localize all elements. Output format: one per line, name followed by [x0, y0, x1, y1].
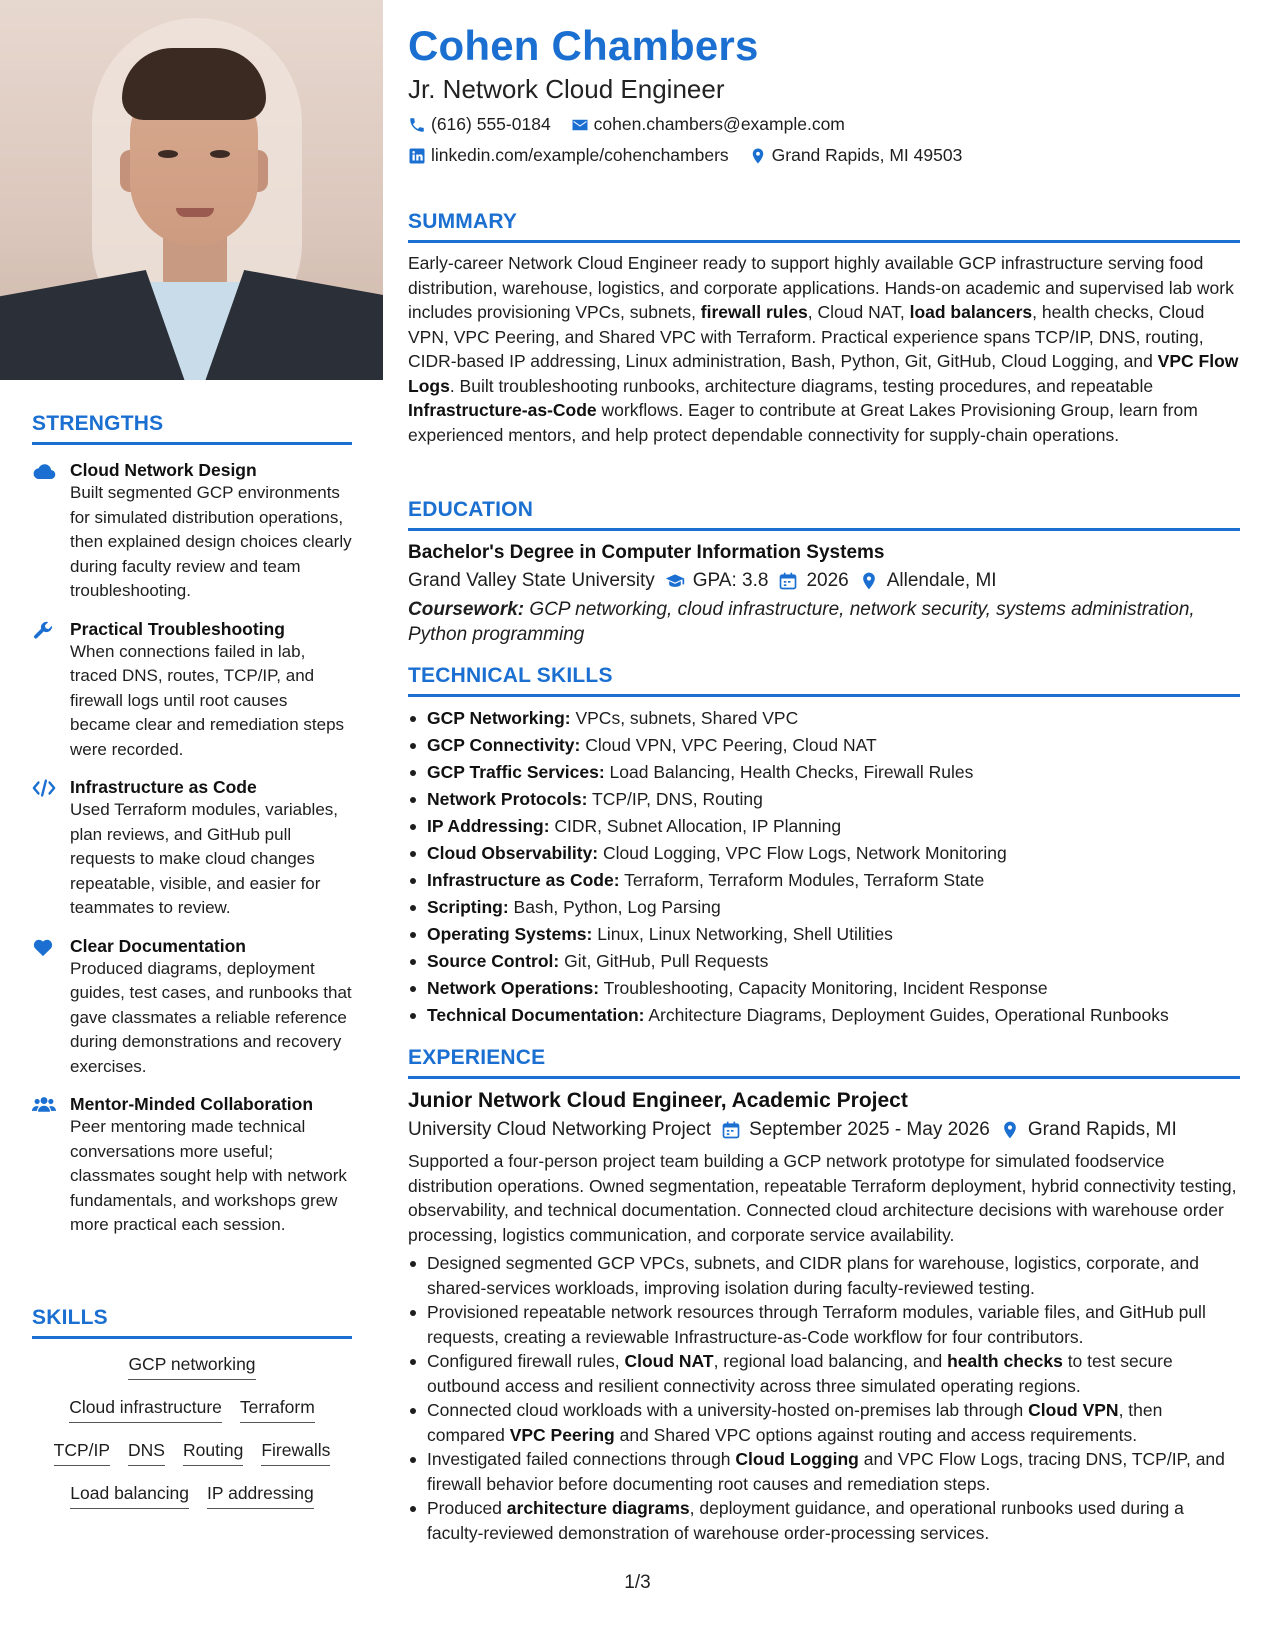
summary-text: [408, 251, 1240, 447]
map-pin-icon: [1000, 1120, 1020, 1140]
experience-location: Grand Rapids, MI: [1027, 1119, 1177, 1140]
technical-skill-label: Cloud Observability:: [427, 843, 599, 863]
experience-bullet: [408, 1300, 1240, 1349]
skills-grid: [32, 1353, 352, 1509]
phone-contact: [408, 114, 551, 135]
bullet-segment: Designed segmented GCP VPCs, subnets, and CIDR plans for warehouse, logistics, corporate, and shared-services workloads, improving isolation during faculty-reviewed testing.: [427, 1253, 1200, 1298]
experience-section: [408, 1046, 1240, 1545]
technical-skills-section: [408, 664, 1240, 1029]
skill-chip: GCP networking: [128, 1353, 255, 1380]
technical-skill-value: Git, GitHub, Pull Requests: [559, 951, 769, 971]
page-number: 1/3: [624, 1572, 651, 1593]
strength-title: Clear Documentation: [70, 935, 246, 956]
bullet-emphasis: Cloud NAT: [624, 1351, 714, 1371]
candidate-name: Cohen Chambers: [408, 22, 759, 69]
profile-photo: [0, 0, 383, 380]
education-heading: EDUCATION: [408, 498, 1240, 531]
technical-skill-value: Architecture Diagrams, Deployment Guides, Operational Runbooks: [644, 1005, 1169, 1025]
summary-segment: workflows. Eager to contribute at Great Lakes Provisioning Group, learn from experienced mentors, and help protect dependable connectivity for supply-chain operations.: [408, 400, 1198, 445]
strength-item: [32, 935, 352, 1080]
left-column: [0, 0, 383, 1650]
experience-bullets: [408, 1251, 1240, 1545]
heart-icon: [32, 937, 56, 957]
skill-chip: Cloud infrastructure: [69, 1396, 222, 1423]
technical-skill-item: [408, 894, 1240, 921]
wrench-icon: [32, 620, 56, 640]
experience-description: Supported a four-person project team building a GCP network prototype for simulated foodservice distribution operations. Owned segmentation, repeatable Terraform deployment, hybrid connectivity testing, observability, and technical documentation. Connected cloud architecture decisions with warehouse order processing, logistics communication, and corporate service availability.: [408, 1151, 1237, 1245]
technical-skill-label: Source Control:: [427, 951, 560, 971]
bullet-segment: Produced: [427, 1498, 507, 1518]
summary-segment: , health checks, Cloud VPN, VPC Peering, and Shared VPC with Terraform. Practical experience spans TCP/IP, DNS, routing, CIDR-based IP addressing, Linux administration, Bash, Python, Git, GitHub, Cloud Logging, and: [408, 302, 1205, 371]
bullet-segment: , then compared: [427, 1400, 1163, 1445]
strength-title: Mentor-Minded Collaboration: [70, 1094, 314, 1114]
email-text[interactable]: cohen.chambers@example.com: [593, 114, 845, 134]
strength-title: Cloud Network Design: [70, 460, 257, 480]
strength-item: [32, 459, 352, 604]
experience-bullet: [408, 1251, 1240, 1300]
map-pin-icon: [859, 571, 879, 591]
degree-title: Bachelor's Degree in Computer Information Systems: [408, 542, 885, 563]
strength-body: Used Terraform modules, variables, plan reviews, and GitHub pull requests to make cloud changes repeatable, visible, and easier for teammates to review.: [70, 800, 339, 917]
technical-skill-value: Cloud Logging, VPC Flow Logs, Network Monitoring: [598, 843, 1007, 863]
technical-skill-label: Scripting:: [427, 897, 509, 917]
bullet-emphasis: Cloud Logging: [735, 1449, 859, 1469]
technical-skill-item: [408, 813, 1240, 840]
experience-dates: September 2025 - May 2026: [749, 1119, 990, 1140]
technical-skill-value: CIDR, Subnet Allocation, IP Planning: [549, 816, 842, 836]
technical-skill-label: Network Protocols:: [427, 789, 588, 809]
linkedin-contact[interactable]: [408, 145, 729, 166]
bullet-segment: Provisioned repeatable network resources through Terraform modules, variable files, and GitHub pull requests, creating a reviewable Infrastructure-as-Code workflow for four contributors.: [427, 1302, 1206, 1347]
location-contact: [749, 145, 963, 166]
skill-chip: Routing: [183, 1439, 243, 1466]
technical-skill-value: Cloud VPN, VPC Peering, Cloud NAT: [580, 735, 877, 755]
map-pin-icon: [749, 147, 767, 165]
technical-skill-label: Network Operations:: [427, 978, 600, 998]
bullet-segment: Investigated failed connections through: [427, 1449, 736, 1469]
strength-item: [32, 776, 352, 921]
coursework: [408, 598, 1240, 647]
strengths-heading: STRENGTHS: [32, 412, 352, 445]
email-contact[interactable]: [571, 114, 845, 135]
experience-bullet: [408, 1349, 1240, 1398]
technical-skill-item: [408, 948, 1240, 975]
coursework-text: GCP networking, cloud infrastructure, network security, systems administration, Python programming: [408, 599, 1195, 645]
skill-chip: Load balancing: [70, 1482, 189, 1509]
contact-row-2: [408, 145, 962, 166]
summary-section: [408, 210, 1240, 447]
bullet-segment: and VPC Flow Logs, tracing DNS, TCP/IP, and firewall behavior before documenting root causes and remediation steps.: [427, 1449, 1225, 1494]
technical-skill-item: [408, 867, 1240, 894]
technical-skill-item: [408, 705, 1240, 732]
skills-row: [32, 1396, 352, 1423]
education-meta: [408, 570, 1240, 592]
location-text: Grand Rapids, MI 49503: [771, 145, 963, 165]
bullet-segment: Connected cloud workloads with a university-hosted on-premises lab through: [427, 1400, 1029, 1420]
bullet-emphasis: architecture diagrams: [506, 1498, 690, 1518]
summary-segment: . Built troubleshooting runbooks, architecture diagrams, testing procedures, and repeatable: [449, 375, 1154, 396]
technical-skill-label: GCP Traffic Services:: [427, 762, 605, 782]
contact-row-1: [408, 114, 845, 135]
technical-skill-label: Operating Systems:: [427, 924, 593, 944]
technical-skills-list: [408, 705, 1240, 1029]
technical-skill-label: IP Addressing:: [427, 816, 550, 836]
job-title: Jr. Network Cloud Engineer: [408, 74, 725, 104]
experience-bullet: [408, 1398, 1240, 1447]
skill-chip: Terraform: [240, 1396, 315, 1423]
experience-bullet: [408, 1496, 1240, 1545]
calendar-icon: [778, 571, 798, 591]
gpa-text: GPA: 3.8: [692, 570, 769, 591]
technical-skill-item: [408, 732, 1240, 759]
technical-skill-label: GCP Networking:: [427, 708, 571, 728]
technical-skill-label: Technical Documentation:: [427, 1005, 645, 1025]
bullet-emphasis: VPC Peering: [509, 1424, 615, 1445]
technical-skill-label: GCP Connectivity:: [427, 735, 581, 755]
skills-row: [32, 1482, 352, 1509]
strength-title: Practical Troubleshooting: [70, 618, 285, 639]
skills-heading: SKILLS: [32, 1306, 352, 1339]
bullet-segment: and Shared VPC options against routing and access requirements.: [614, 1424, 1138, 1445]
experience-org: University Cloud Networking Project: [408, 1119, 712, 1140]
strength-item: [32, 1093, 352, 1238]
strength-item: [32, 618, 352, 763]
calendar-icon: [721, 1120, 741, 1140]
cloud-icon: [32, 461, 56, 481]
technical-skill-value: VPCs, subnets, Shared VPC: [570, 708, 799, 728]
technical-skills-heading: TECHNICAL SKILLS: [408, 664, 1240, 697]
school-location: Allendale, MI: [886, 570, 997, 591]
summary-heading: SUMMARY: [408, 210, 1240, 243]
skill-chip: DNS: [128, 1439, 165, 1466]
bullet-segment: Configured firewall rules,: [427, 1351, 625, 1371]
school-name: Grand Valley State University: [408, 570, 655, 591]
skill-chip: Firewalls: [261, 1439, 330, 1466]
phone-icon: [408, 116, 426, 134]
graduation-cap-icon: [665, 571, 685, 591]
technical-skill-value: Linux, Linux Networking, Shell Utilities: [592, 924, 893, 944]
technical-skill-item: [408, 975, 1240, 1002]
linkedin-icon: [408, 147, 426, 165]
strength-body: Produced diagrams, deployment guides, test cases, and runbooks that gave classmates a reliable reference during demonstrations and recovery exercises.: [70, 958, 352, 1076]
skills-row: [32, 1353, 352, 1380]
experience-job-title: Junior Network Cloud Engineer, Academic Project: [408, 1089, 908, 1112]
technical-skill-label: Infrastructure as Code:: [427, 870, 620, 890]
strength-body: When connections failed in lab, traced DNS, routes, TCP/IP, and firewall logs until root causes became clear and remediation steps were recorded.: [70, 641, 345, 759]
technical-skill-value: TCP/IP, DNS, Routing: [587, 789, 763, 809]
experience-meta: [408, 1119, 1240, 1141]
summary-segment: , Cloud NAT,: [807, 302, 910, 322]
technical-skill-item: [408, 921, 1240, 948]
summary-emphasis: Infrastructure-as-Code: [408, 400, 597, 420]
strengths-section: [32, 412, 352, 1238]
technical-skill-value: Load Balancing, Health Checks, Firewall Rules: [604, 762, 974, 782]
coursework-label: Coursework:: [408, 599, 525, 620]
summary-emphasis: VPC Flow Logs: [408, 351, 1239, 396]
technical-skill-item: [408, 1002, 1240, 1029]
linkedin-text[interactable]: linkedin.com/example/cohenchambers: [431, 145, 729, 165]
strength-title: Infrastructure as Code: [70, 777, 257, 797]
bullet-emphasis: health checks: [947, 1351, 1063, 1371]
envelope-icon: [571, 116, 589, 134]
bullet-segment: , regional load balancing, and: [713, 1351, 948, 1371]
summary-segment: Early-career Network Cloud Engineer ready to support highly available GCP infrastructure serving food distribution, warehouse, logistics, and corporate applications. Hands-on academic and supervised lab work includes provisioning VPCs, subnets,: [408, 253, 1234, 322]
technical-skill-value: Bash, Python, Log Parsing: [508, 897, 721, 917]
phone-text: (616) 555-0184: [431, 114, 551, 134]
summary-emphasis: firewall rules: [700, 302, 808, 322]
bullet-segment: , deployment guidance, and operational runbooks used during a faculty-reviewed demonstration of warehouse order-processing services.: [427, 1498, 1184, 1543]
technical-skill-item: [408, 840, 1240, 867]
technical-skill-value: Terraform, Terraform Modules, Terraform State: [619, 870, 985, 890]
technical-skill-item: [408, 759, 1240, 786]
skill-chip: TCP/IP: [54, 1439, 110, 1466]
experience-bullet: [408, 1447, 1240, 1496]
strength-body: Built segmented GCP environments for simulated distribution operations, then explained design choices clearly during faculty review and team troubleshooting.: [70, 483, 352, 600]
skills-section: [32, 1306, 352, 1525]
education-section: [408, 498, 1240, 647]
strength-body: Peer mentoring made technical conversations more useful; classmates sought help with network fundamentals, and workshops grew more practical each session.: [70, 1117, 347, 1234]
skills-row: [32, 1439, 352, 1466]
graduation-year: 2026: [806, 570, 849, 591]
bullet-segment: to test secure outbound access and resilient connectivity across three simulated operating regions.: [427, 1351, 1173, 1396]
summary-emphasis: load balancers: [909, 302, 1033, 322]
users-icon: [32, 1095, 56, 1115]
experience-heading: EXPERIENCE: [408, 1046, 1240, 1079]
bullet-emphasis: Cloud VPN: [1028, 1400, 1119, 1420]
skill-chip: IP addressing: [207, 1482, 314, 1509]
technical-skill-value: Troubleshooting, Capacity Monitoring, Incident Response: [599, 978, 1048, 998]
code-icon: [32, 778, 56, 798]
technical-skill-item: [408, 786, 1240, 813]
